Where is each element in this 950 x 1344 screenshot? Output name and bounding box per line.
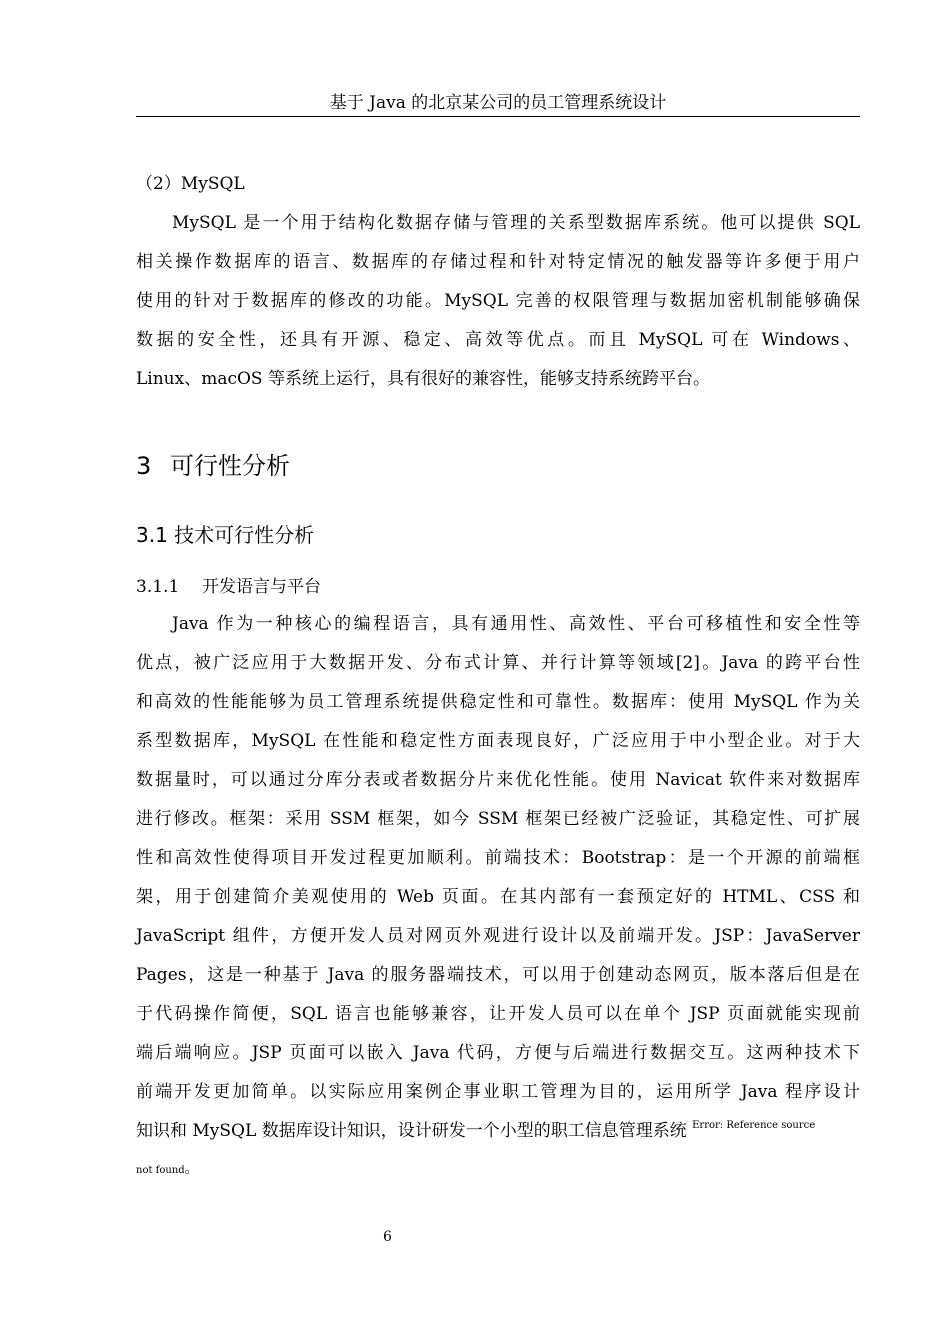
body-line: 性和高效性使得项目开发过程更加顺利。前端技术：Bootstrap：是一个开源的前端框 — [136, 848, 860, 868]
section-heading: 3.1 技术可行性分析 — [136, 523, 315, 547]
chapter-number: 3 — [136, 452, 152, 480]
body-line: 优点，被广泛应用于大数据开发、分布式计算、并行计算等领域[2]。Java 的跨平台性 — [136, 653, 860, 673]
subsection-title: 开发语言与平台 — [202, 577, 321, 597]
mysql-line-3: 使用的针对于数据库的修改的功能。MySQL 完善的权限管理与数据加密机制能够确保 — [136, 291, 860, 311]
mysql-line-1: MySQL 是一个用于结构化数据存储与管理的关系型数据库系统。他可以提供 SQL — [172, 213, 860, 233]
body-line: Java 作为一种核心的编程语言，具有通用性、高效性、平台可移植性和安全性等 — [172, 614, 860, 634]
body-line: 于代码操作简便，SQL 语言也能够兼容，让开发人员可以在单个 JSP 页面就能实现前 — [136, 1004, 860, 1024]
chapter-title: 可行性分析 — [170, 452, 290, 480]
body-line: 端后端响应。JSP 页面可以嵌入 Java 代码，方便与后端进行数据交互。这两种技术下 — [136, 1043, 860, 1063]
body-line: 前端开发更加简单。以实际应用案例企事业职工管理为目的，运用所学 Java 程序设计 — [136, 1082, 860, 1102]
body-last-line — [136, 1112, 860, 1151]
reference-error-text: Error: Reference source — [692, 1120, 816, 1131]
body-paragraph — [136, 605, 860, 1151]
body-last-text: 知识和 MySQL 数据库设计知识，设计研发一个小型的职工信息管理系统 — [136, 1121, 687, 1141]
body-line: 数据量时，可以通过分库分表或者数据分片来优化性能。使用 Navicat 软件来对数据库 — [136, 770, 860, 790]
running-header: 基于 Java 的北京某公司的员工管理系统设计 — [329, 93, 667, 113]
paragraph-end-mark: 。 — [184, 1161, 199, 1177]
body-line: JavaScript 组件，方便开发人员对网页外观进行设计以及前端开发。JSP：JavaServer — [136, 926, 860, 946]
body-line: 系型数据库，MySQL 在性能和稳定性方面表现良好，广泛应用于中小型企业。对于大 — [136, 731, 860, 751]
subsection-number: 3.1.1 — [136, 577, 180, 597]
mysql-label: （2）MySQL — [136, 174, 245, 194]
mysql-section — [136, 165, 860, 399]
mysql-line-5: Linux、macOS 等系统上运行，具有很好的兼容性，能够支持系统跨平台。 — [136, 369, 710, 389]
subsection-heading — [136, 575, 321, 599]
page-number: 6 — [383, 1229, 392, 1245]
mysql-line-4: 数据的安全性，还具有开源、稳定、高效等优点。而且 MySQL 可在 Windows、 — [136, 330, 860, 350]
body-line: 架，用于创建简介美观使用的 Web 页面。在其内部有一套预定好的 HTML、CSS 和 — [136, 887, 860, 907]
reference-error-tail — [136, 1160, 199, 1180]
reference-error-text-2: not found — [136, 1165, 185, 1176]
chapter-heading — [136, 450, 290, 482]
body-line: 进行修改。框架：采用 SSM 框架，如今 SSM 框架已经被广泛验证，其稳定性、可扩展 — [136, 809, 860, 829]
header-divider — [136, 116, 860, 117]
mysql-line-2: 相关操作数据库的语言、数据库的存储过程和针对特定情况的触发器等许多便于用户 — [136, 252, 860, 272]
body-line: 和高效的性能能够为员工管理系统提供稳定性和可靠性。数据库：使用 MySQL 作为关 — [136, 692, 860, 712]
body-line: Pages，这是一种基于 Java 的服务器端技术，可以用于创建动态网页，版本落后但是在 — [136, 965, 860, 985]
